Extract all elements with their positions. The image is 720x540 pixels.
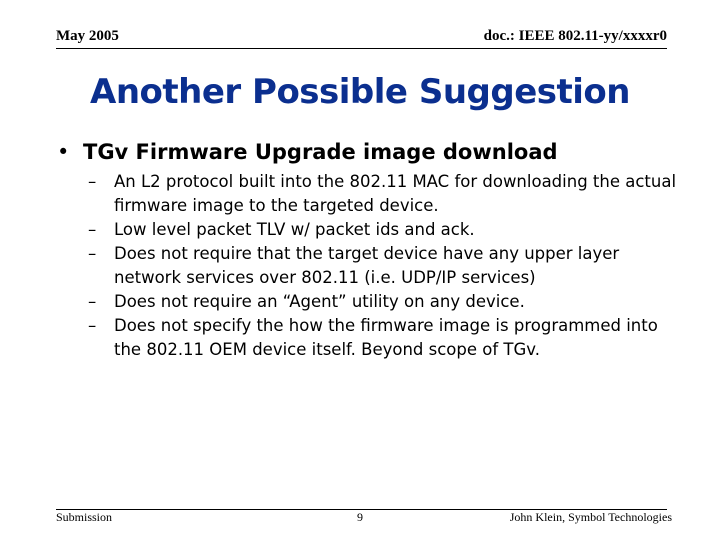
header-date: May 2005 [56, 28, 119, 44]
sub-bullet-text: Does not require an “Agent” utility on any device. [114, 292, 525, 311]
dash-marker: – [88, 220, 97, 239]
main-bullet-text: TGv Firmware Upgrade image download [83, 140, 558, 164]
header-divider [56, 48, 667, 49]
main-bullet [57, 138, 697, 166]
dash-marker: – [88, 292, 97, 311]
dash-marker: – [88, 316, 97, 335]
dash-marker: – [88, 244, 97, 263]
page-number: 9 [357, 510, 363, 524]
sub-bullet-text: Does not require that the target device have any upper layer network services over 802.11 (i.e. UDP/IP services) [114, 244, 620, 287]
slide-title: Another Possible Suggestion [90, 72, 630, 112]
sub-bullet [88, 314, 688, 362]
footer-submission: Submission [56, 510, 113, 524]
header-doc-id: doc.: IEEE 802.11-yy/xxxxr0 [483, 28, 667, 44]
sub-bullet-text: An L2 protocol built into the 802.11 MAC for downloading the actual firmware image to the targeted device. [114, 172, 677, 215]
sub-bullet-text: Does not specify the how the firmware image is programmed into the 802.11 OEM device itself. Beyond scope of TGv. [114, 316, 658, 359]
sub-bullet [88, 170, 688, 218]
sub-bullet [88, 218, 688, 242]
sub-bullet-text: Low level packet TLV w/ packet ids and ack. [114, 220, 475, 239]
dash-marker: – [88, 172, 97, 191]
sub-bullet [88, 290, 688, 314]
sub-bullet [88, 242, 688, 290]
footer-author: John Klein, Symbol Technologies [509, 510, 672, 524]
sub-bullet-list [88, 170, 688, 362]
bullet-marker: • [57, 140, 70, 164]
